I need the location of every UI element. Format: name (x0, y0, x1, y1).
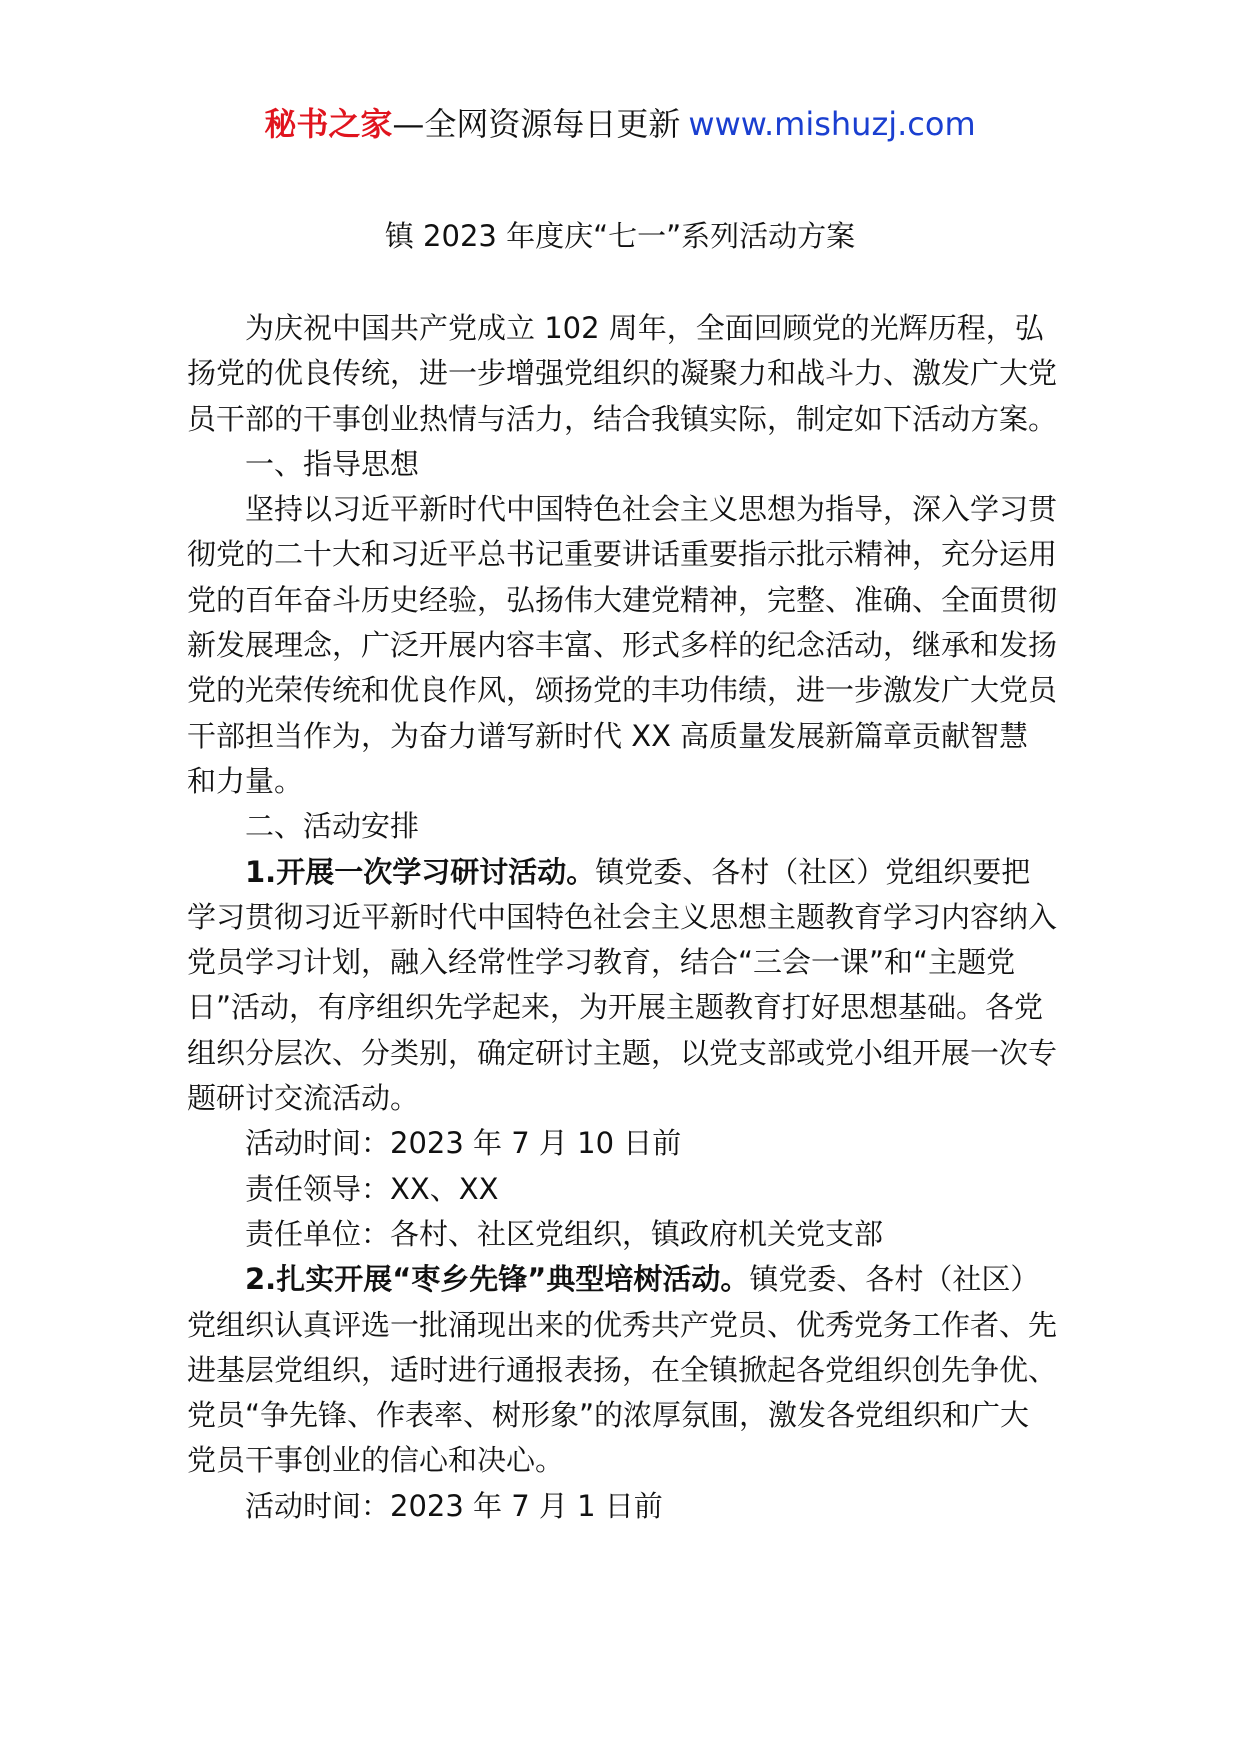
activity-item-2-time: 活动时间：2023 年 7 月 1 日前 (245, 1488, 663, 1523)
section-heading-activity-arrangement: 二、活动安排 (245, 809, 420, 844)
section-heading-guiding-thought: 一、指导思想 (245, 446, 420, 481)
activity-item-1-lead: 1.开展一次学习研讨活动。 (245, 854, 596, 889)
activity-item-1-unit: 责任单位：各村、社区党组织，镇政府机关党支部 (245, 1216, 884, 1251)
activity-item-2 (187, 1257, 1057, 1483)
document-body (187, 306, 1057, 1529)
site-slogan: —全网资源每日更新 (392, 105, 681, 143)
intro-paragraph: 为庆祝中国共产党成立 102 周年，全面回顾党的光辉历程，弘扬党的优良传统，进一步增强党组织的凝聚力和战斗力、激发广大党员干部的干事创业热情与活力，结合我镇实际，制定如下活动方案。 (187, 311, 1058, 436)
guiding-thought-paragraph: 坚持以习近平新时代中国特色社会主义思想为指导，深入学习贯彻党的二十大和习近平总书记重要讲话重要指示批示精神，充分运用党的百年奋斗历史经验，弘扬伟大建党精神，完整、准确、全面贯彻新发展理念，广泛开展内容丰富、形式多样的纪念活动，继承和发扬党的光荣传统和优良作风，颂扬党的丰功伟绩，进一步激发广大党员干部担当作为，为奋力谱写新时代 XX 高质量发展新篇章贡献智慧和力量。 (187, 492, 1058, 798)
activity-item-2-lead: 2.扎实开展“枣乡先锋”典型培树活动。 (245, 1262, 750, 1297)
activity-item-1-time: 活动时间：2023 年 7 月 10 日前 (245, 1126, 682, 1161)
activity-item-1-leader: 责任领导：XX、XX (245, 1171, 499, 1206)
activity-item-1 (187, 850, 1057, 1122)
activity-item-1-body: 镇党委、各村（社区）党组织要把学习贯彻习近平新时代中国特色社会主义思想主题教育学习内容纳入党员学习计划，融入经常性学习教育，结合“三会一课”和“主题党日”活动，有序组织先学起来，为开展主题教育打好思想基础。各党组织分层次、分类别，确定研讨主题，以党支部或党小组开展一次专题研讨交流活动。 (187, 854, 1058, 1116)
document-title: 镇 2023 年度庆“七一”系列活动方案 (384, 219, 856, 253)
site-url-link[interactable]: www.mishuzj.com (688, 105, 976, 143)
activity-item-2-body: 镇党委、各村（社区）党组织认真评选一批涌现出来的优秀共产党员、优秀党务工作者、先进基层党组织，适时进行通报表扬，在全镇掀起各党组织创先争优、党员“争先锋、作表率、树形象”的浓厚氛围，激发各党组织和广大党员干事创业的信心和决心。 (187, 1262, 1058, 1478)
site-header (0, 100, 1240, 148)
site-brand: 秘书之家 (264, 105, 393, 143)
